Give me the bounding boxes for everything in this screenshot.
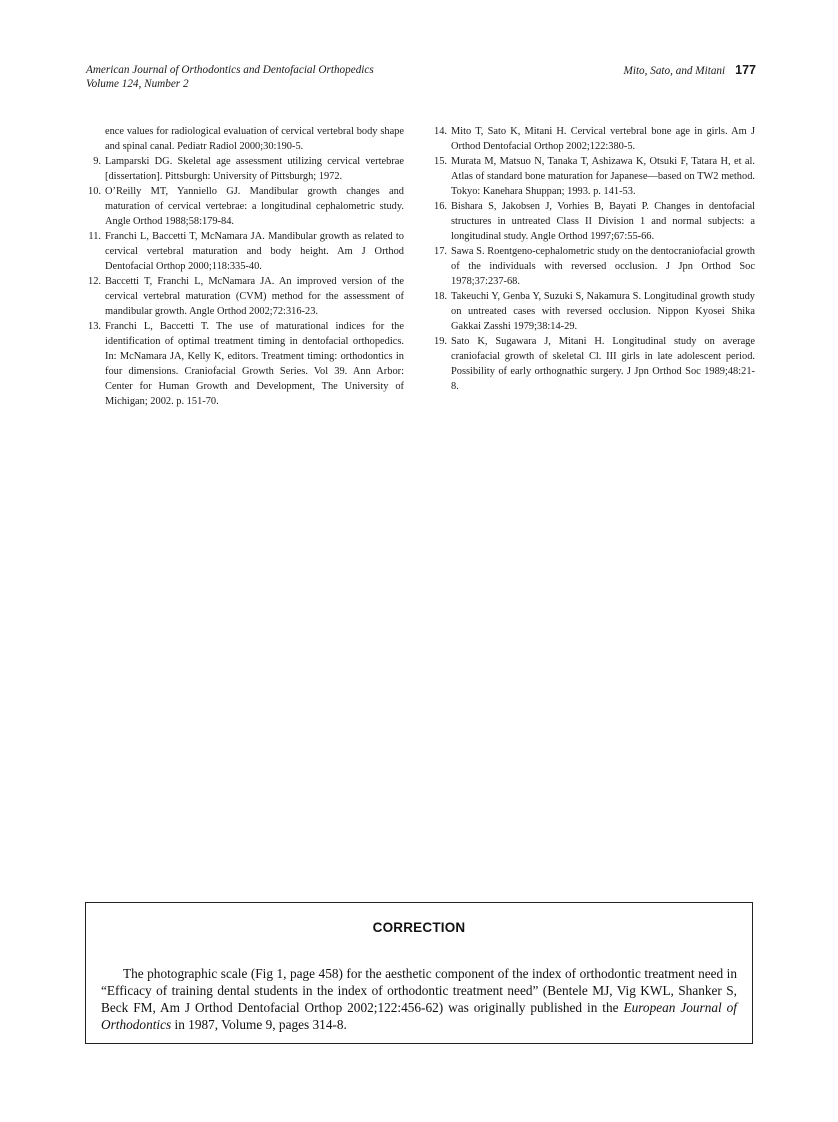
reference-item [86, 124, 404, 154]
reference-text: ence values for radiological evaluation of cervical vertebral body shape and spinal canal. Pediatr Radiol 2000;30:190-5. [105, 126, 404, 152]
reference-item [86, 319, 404, 409]
reference-number: 17. [434, 246, 447, 257]
reference-number: 11. [88, 231, 101, 242]
author-page [624, 63, 756, 78]
journal-title: American Journal of Orthodontics and Dentofacial Orthopedics [86, 64, 374, 76]
reference-text: Bishara S, Jakobsen J, Vorhies B, Bayati P. Changes in dentofacial structures in untreated Class II Division 1 and normal subjects: a longitudinal study. Angle Orthod 1997;67:55-66. [451, 201, 755, 242]
reference-text: Mito T, Sato K, Mitani H. Cervical vertebral bone age in girls. Am J Orthod Dentofacial Orthop 2002;122:380-5. [451, 126, 755, 152]
reference-item [432, 199, 755, 244]
reference-number: 13. [88, 321, 101, 332]
reference-text: Takeuchi Y, Genba Y, Suzuki S, Nakamura S. Longitudinal growth study on untreated cases with reversed occlusion. Nippon Kyosei Shika Gakkai Zasshi 1979;38:14-29. [451, 291, 755, 332]
reference-number: 14. [434, 126, 447, 137]
reference-item [86, 154, 404, 184]
reference-text: Sawa S. Roentgeno-cephalometric study on the dentocraniofacial growth of the individuals with reversed occlusion. J Jpn Orthod Soc 1978;37:237-68. [451, 246, 755, 287]
reference-number: 18. [434, 291, 447, 302]
reference-number: 9. [93, 156, 101, 167]
reference-item [432, 244, 755, 289]
journal-info [86, 63, 374, 91]
reference-number: 16. [434, 201, 447, 212]
reference-text: Sato K, Sugawara J, Mitani H. Longitudinal study on average craniofacial growth of skeletal Cl. III girls in late adolescent period. Possibility of early orthognathic surgery. J Jpn Orthod Soc 1989;48:21-8. [451, 336, 755, 392]
journal-name-italic: European Journal of Orthodontics [101, 1000, 737, 1033]
reference-number: 12. [88, 276, 101, 287]
reference-item [432, 289, 755, 334]
correction-text-end: in 1987, Volume 9, pages 314-8. [171, 1017, 347, 1033]
reference-item [86, 184, 404, 229]
running-authors: Mito, Sato, and Mitani [623, 65, 726, 77]
reference-item [432, 124, 755, 154]
page-number: 177 [735, 63, 756, 77]
reference-text: Franchi L, Baccetti T. The use of maturational indices for the identification of optimal treatment timing in dentofacial orthopedics. In: McNamara JA, Kelly K, editors. Treatment timing: orthodontics in four dimensions. Craniofacial Growth Series. Vol 39. Ann Arbor: Center for Human Growth and Development, The University of Michigan; 2002. p. 151-70. [105, 321, 404, 407]
reference-text: Franchi L, Baccetti T, McNamara JA. Mandibular growth as related to cervical vertebral maturation and body height. Am J Orthod Dentofacial Orthop 2000;118:335-40. [105, 231, 404, 272]
reference-item [432, 154, 755, 199]
reference-number: 15. [434, 156, 447, 167]
reference-text: Murata M, Matsuo N, Tanaka T, Ashizawa K, Otsuki F, Tatara H, et al. Atlas of standard bone maturation for Japanese—based on TW2 method. Tokyo: Kanehara Shuppan; 1993. p. 141-53. [451, 156, 755, 197]
correction-notice [85, 902, 753, 1044]
reference-item [86, 229, 404, 274]
correction-text: The photographic scale (Fig 1, page 458) for the aesthetic component of the index of orthodontic treatment need in “Efficacy of training dental students in the index of orthodontic treatment need” (Bentele MJ, Vig KWL, Shanker S, Beck FM, Am J Orthod Dentofacial Orthop 2002;122:456-62) was originally published in the [101, 966, 737, 1016]
reference-text: Lamparski DG. Skeletal age assessment utilizing cervical vertebrae [dissertation]. Pittsburgh: University of Pittsburgh; 1972. [105, 156, 404, 182]
reference-item [432, 334, 755, 394]
reference-text: O’Reilly MT, Yanniello GJ. Mandibular growth changes and maturation of cervical vertebrae: a longitudinal cephalometric study. Angle Orthod 1988;58:179-84. [105, 186, 404, 227]
correction-body [101, 965, 737, 1033]
volume-issue: Volume 124, Number 2 [86, 78, 189, 90]
reference-number: 19. [434, 336, 447, 347]
reference-item [86, 274, 404, 319]
correction-title: CORRECTION [372, 920, 466, 935]
references-right-column [432, 124, 755, 394]
reference-number: 10. [88, 186, 101, 197]
references-left-column [86, 124, 404, 409]
reference-text: Baccetti T, Franchi L, McNamara JA. An improved version of the cervical vertebral maturation (CVM) method for the assessment of mandibular growth. Angle Orthod 2002;72:316-23. [105, 276, 404, 317]
